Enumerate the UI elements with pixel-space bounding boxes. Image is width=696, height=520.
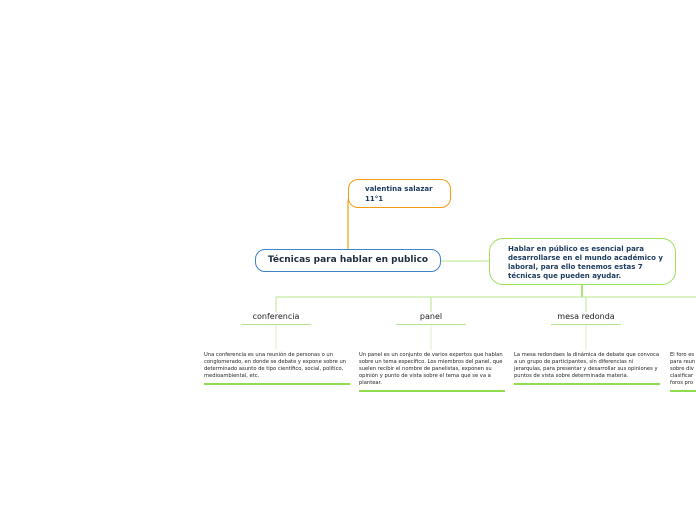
- central-topic-node[interactable]: [255, 249, 441, 272]
- topic-panel[interactable]: panel: [396, 312, 466, 325]
- author-node[interactable]: [348, 179, 451, 208]
- desc-mesa-redonda[interactable]: La mesa redondaes la dinámica de debate que convoca a un grupo de participantes, sin diferencias ni jerarquías, para presentar y desarrollar sus opiniones y puntos de vista sobre determinada materia.: [514, 352, 660, 385]
- intro-node[interactable]: [489, 238, 676, 285]
- intro-text: Hablar en público es esencial para desarrollarse en el mundo académico y laboral, para ello tenemos estas 7 técnicas que pueden ayudar.: [508, 245, 663, 280]
- desc-panel[interactable]: Un panel es un conjunto de varios expertos que hablan sobre un tema específico. Los miembros del panel, que suelen recibir el nombre de panelistas, exponen su opinión y punto de vista sobre el tema que se va a plantear.: [359, 352, 505, 392]
- topic-mesa-redonda[interactable]: mesa redonda: [551, 312, 621, 325]
- author-text: valentina salazar 11°1: [365, 185, 433, 203]
- desc-conferencia[interactable]: Una conferencia es una reunión de personas o un conglomerado, en donde se debate y expone sobre un determinado asunto de tipo científico, social, político, medioambiental, etc.: [204, 352, 350, 385]
- desc-foro-partial[interactable]: El foro es para reun sobre div clasificar foros pro: [670, 352, 696, 392]
- topic-conferencia[interactable]: conferencia: [241, 312, 311, 325]
- central-topic-text: Técnicas para hablar en publico: [267, 255, 429, 265]
